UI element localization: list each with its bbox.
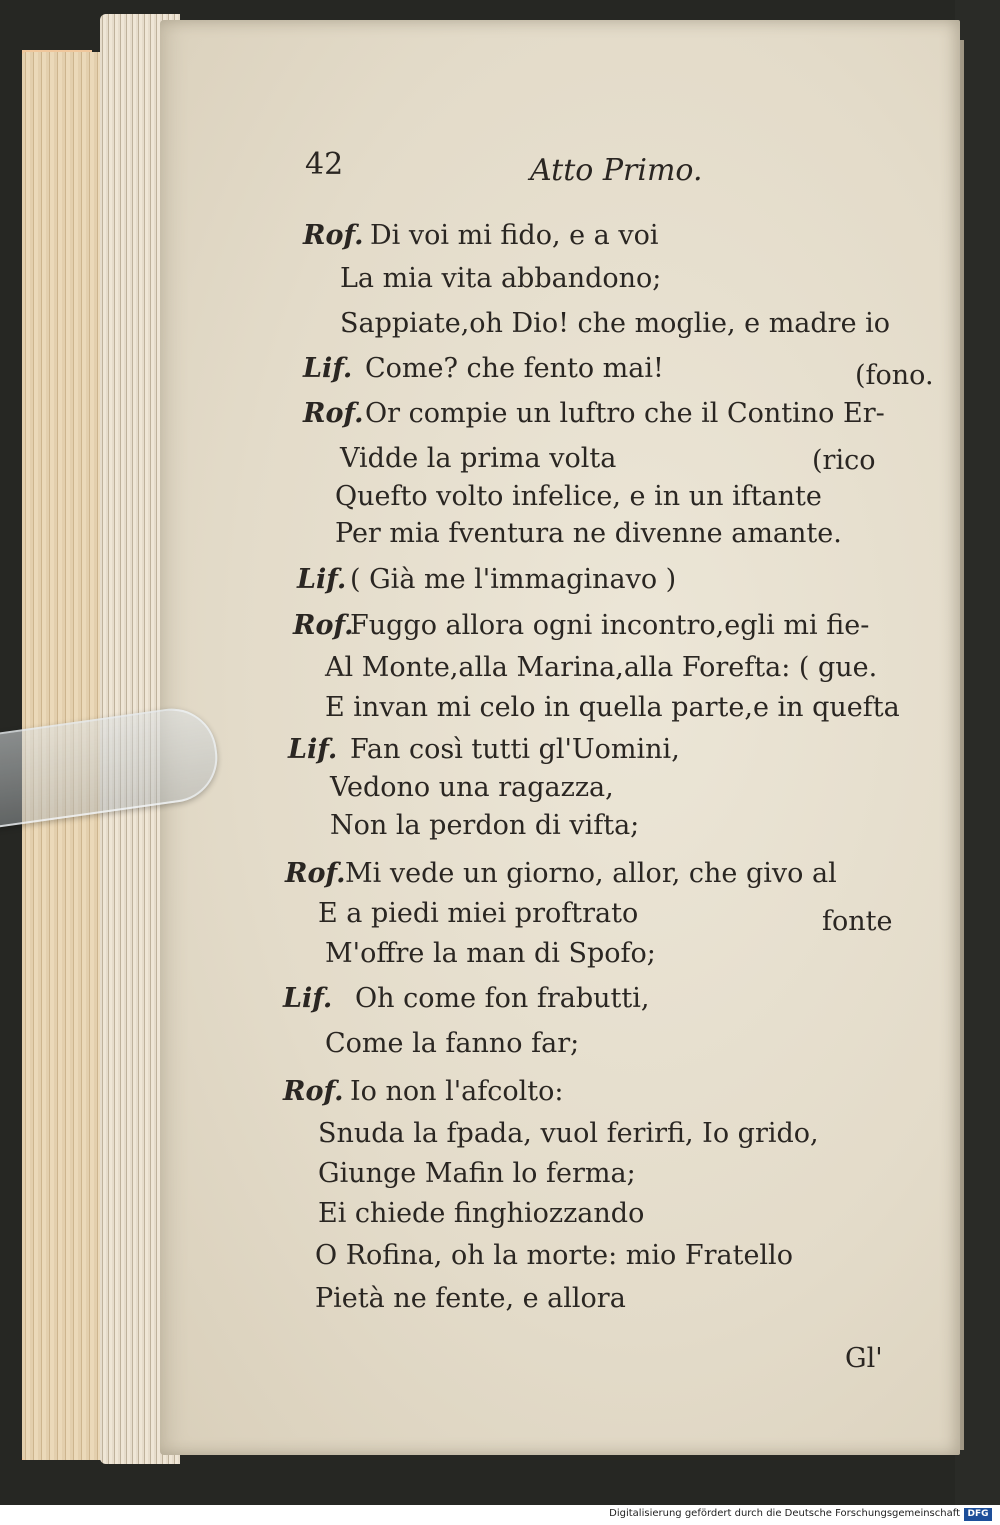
- verse-line: ( Già me l'immaginavo ): [350, 564, 677, 595]
- verse-line: E a piedi miei proftrato: [318, 898, 639, 929]
- verse-line: Come? che fento mai!: [365, 353, 664, 384]
- verse-line: Quefto volto infelice, e in un iftante: [335, 481, 822, 512]
- verse-line: Or compie un luftro che il Contino Er-: [365, 398, 885, 429]
- verse-line: Al Monte,alla Marina,alla Forefta: ( gue.: [325, 652, 878, 683]
- verse-line: Io non l'afcolto:: [350, 1076, 564, 1107]
- verse-line: Giunge Mafin lo ferma;: [318, 1158, 636, 1189]
- speaker-label: Rof.: [303, 220, 364, 251]
- page-number: 42: [305, 147, 344, 182]
- footer-bar: [0, 1505, 1000, 1525]
- verse-line: La mia vita abbandono;: [340, 263, 662, 294]
- verse-line: O Rofina, oh la morte: mio Fratello: [315, 1240, 793, 1271]
- speaker-label: Rof.: [283, 1076, 344, 1107]
- verse-line: Fan così tutti gl'Uomini,: [350, 734, 680, 765]
- speaker-label: Lif.: [297, 564, 347, 595]
- dfg-logo: DFG: [964, 1508, 992, 1521]
- speaker-label: Rof.: [293, 610, 354, 641]
- verse-line: M'offre la man di Spofo;: [325, 938, 656, 969]
- verse-line: Vedono una ragazza,: [330, 772, 614, 803]
- verse-line: Non la perdon di vifta;: [330, 810, 640, 841]
- verse-line: (rico: [812, 445, 876, 476]
- verse-line: E invan mi celo in quella parte,e in quefta: [325, 692, 900, 723]
- verse-line: Sappiate,oh Dio! che moglie, e madre io: [340, 308, 891, 339]
- verse-line: Di voi mi fido, e a voi: [370, 220, 659, 251]
- verse-line: Fuggo allora ogni incontro,egli mi fie-: [350, 610, 870, 641]
- speaker-label: Lif.: [288, 734, 338, 765]
- speaker-label: Lif.: [303, 353, 353, 384]
- speaker-label: Rof.: [285, 858, 346, 889]
- speaker-label: Rof.: [303, 398, 364, 429]
- speaker-label: Lif.: [283, 983, 333, 1014]
- verse-line: Mi vede un giorno, allor, che givo al: [345, 858, 837, 889]
- verse-line: Per mia fventura ne divenne amante.: [335, 518, 842, 549]
- verse-line: Snuda la fpada, vuol ferirfi, Io grido,: [318, 1118, 819, 1149]
- verse-line: Oh come fon frabutti,: [355, 983, 650, 1014]
- catchword: Gl': [845, 1343, 883, 1374]
- verse-line: fonte: [822, 906, 893, 937]
- footer-credit: Digitalisierung gefördert durch die Deutsche Forschungsgemeinschaft: [609, 1508, 960, 1519]
- verse-line: (fono.: [855, 360, 934, 391]
- verse-line: Vidde la prima volta: [340, 443, 617, 474]
- verse-line: Come la fanno far;: [325, 1028, 580, 1059]
- verse-line: Pietà ne fente, e allora: [315, 1283, 626, 1314]
- verse-line: Ei chiede finghiozzando: [318, 1198, 645, 1229]
- running-title: Atto Primo.: [530, 153, 703, 188]
